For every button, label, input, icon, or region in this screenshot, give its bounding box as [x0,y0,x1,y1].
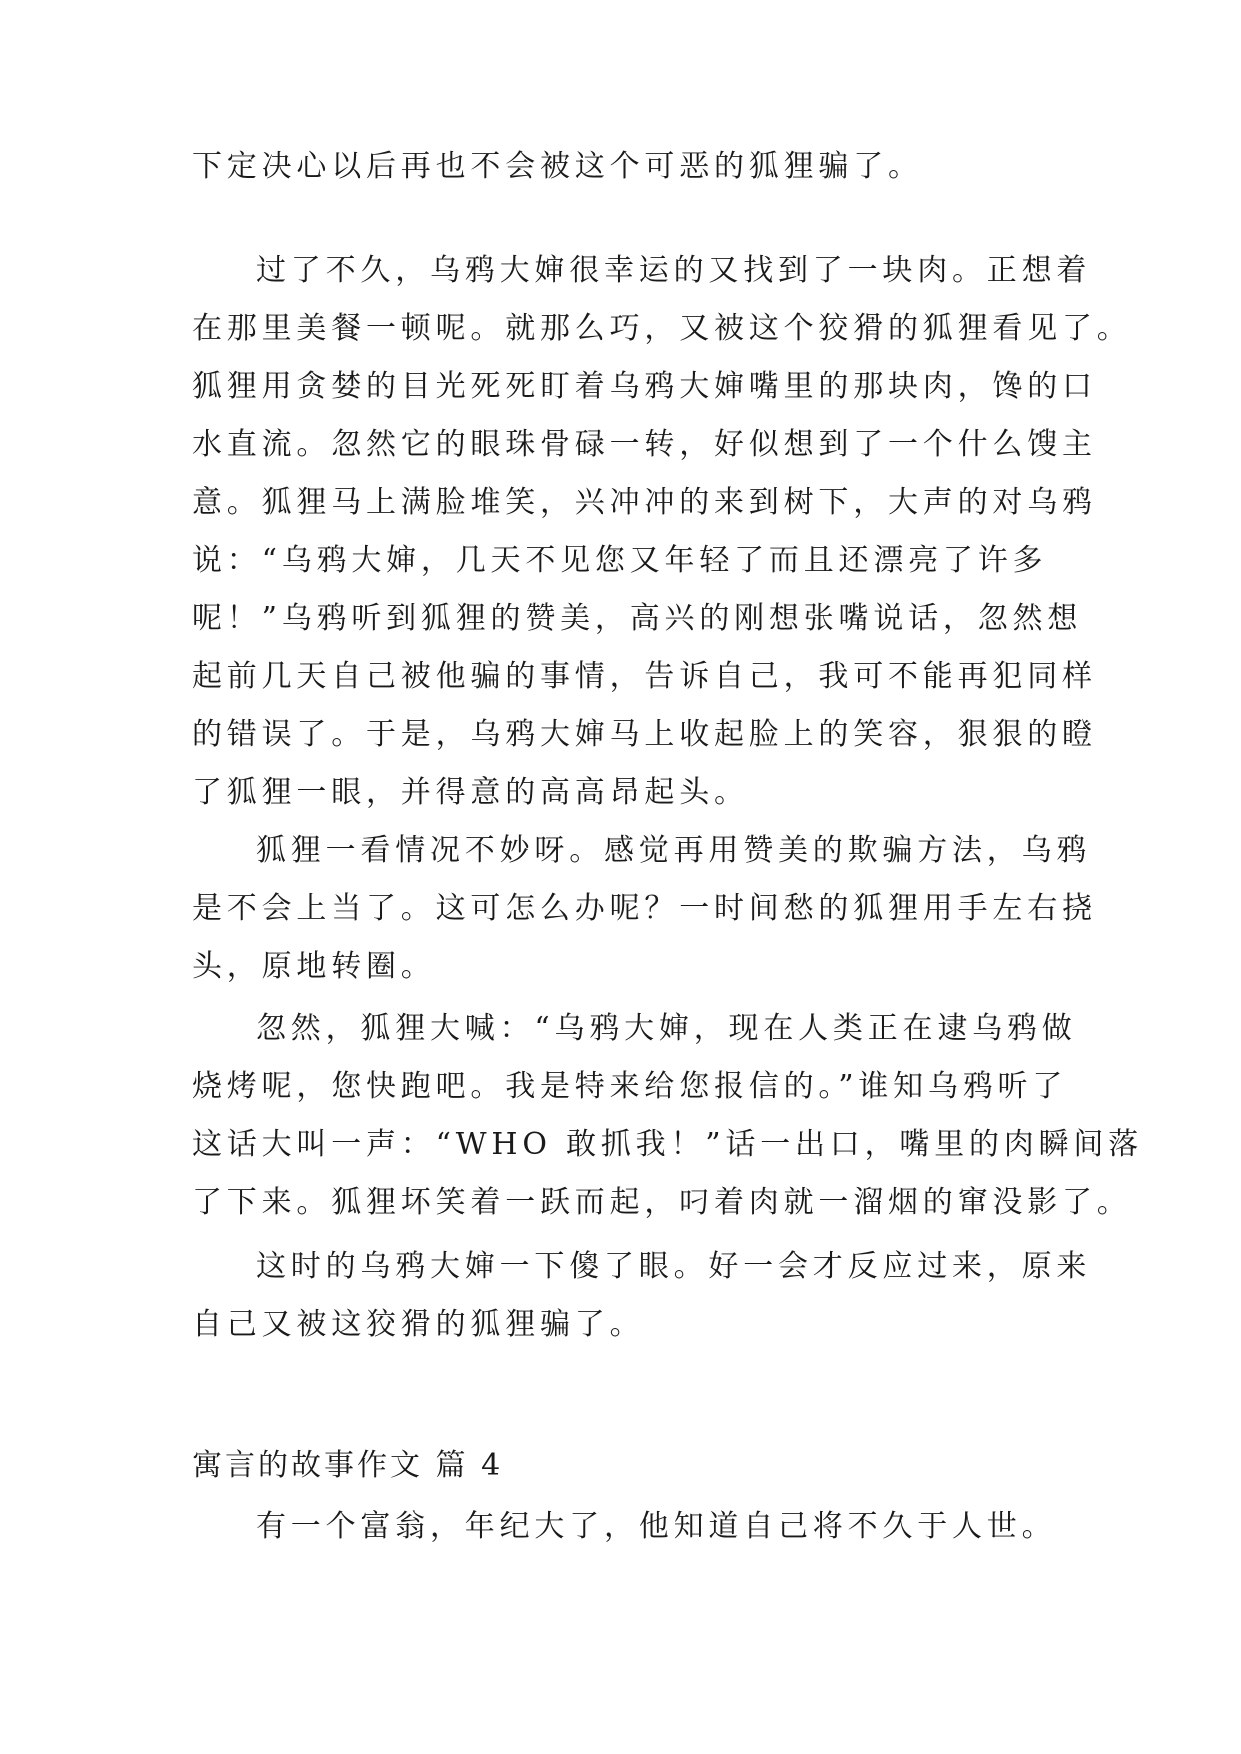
text-line: 这话大叫一声：“WHO 敢抓我！”话一出口，嘴里的肉瞬间落 [192,1127,1144,1162]
text-line: 的错误了。于是，乌鸦大婶马上收起脸上的笑容，狠狠的瞪 [192,717,1097,752]
paragraph-crow-finds-meat [192,242,1132,822]
text-line: 头，原地转圈。 [192,949,436,984]
text-line: 烧烤呢，您快跑吧。我是特来给您报信的。”谁知乌鸦听了 [192,1069,1068,1104]
paragraph-fox-shouts [192,1000,1144,1232]
text-line: 自己又被这狡猾的狐狸骗了。 [192,1307,645,1342]
text-line: 有一个富翁，年纪大了，他知道自己将不久于人世。 [256,1509,1057,1544]
text-line: 了下来。狐狸坏笑着一跃而起，叼着肉就一溜烟的窜没影了。 [192,1185,1132,1220]
paragraph-fox-thinks [192,822,1097,996]
text-line: 狐狸用贪婪的目光死死盯着乌鸦大婶嘴里的那块肉，馋的口 [192,369,1097,404]
text-line: 起前几天自己被他骗的事情，告诉自己，我可不能再犯同样 [192,659,1097,694]
text-line: 忽然，狐狸大喊：“乌鸦大婶，现在人类正在逮乌鸦做 [256,1011,1077,1046]
text-line: 了狐狸一眼，并得意的高高昂起头。 [192,775,749,810]
text-line: 呢！”乌鸦听到狐狸的赞美，高兴的刚想张嘴说话，忽然想 [192,601,1083,636]
text-line: 在那里美餐一顿呢。就那么巧，又被这个狡猾的狐狸看见了。 [192,311,1132,346]
section-heading: 寓言的故事作文 篇 4 [192,1448,504,1483]
text-line: 过了不久，乌鸦大婶很幸运的又找到了一块肉。正想着 [256,253,1092,288]
continuation-paragraph [192,138,1052,196]
text-line: 狐狸一看情况不妙呀。感觉再用赞美的欺骗方法，乌鸦 [256,833,1092,868]
paragraph-rich-man [192,1498,1057,1556]
text-line: 是不会上当了。这可怎么办呢？一时间愁的狐狸用手左右挠 [192,891,1097,926]
text-line: 意。狐狸马上满脸堆笑，兴冲冲的来到树下，大声的对乌鸦 [192,485,1097,520]
text-line: 说：“乌鸦大婶，几天不见您又年轻了而且还漂亮了许多 [192,543,1048,578]
text-line: 水直流。忽然它的眼珠骨碌一转，好似想到了一个什么馊主 [192,427,1097,462]
text-line: 这时的乌鸦大婶一下傻了眼。好一会才反应过来，原来 [256,1249,1092,1284]
paragraph-crow-realizes [192,1238,1092,1354]
text-line: 下定决心以后再也不会被这个可恶的狐狸骗了。 [192,149,923,184]
